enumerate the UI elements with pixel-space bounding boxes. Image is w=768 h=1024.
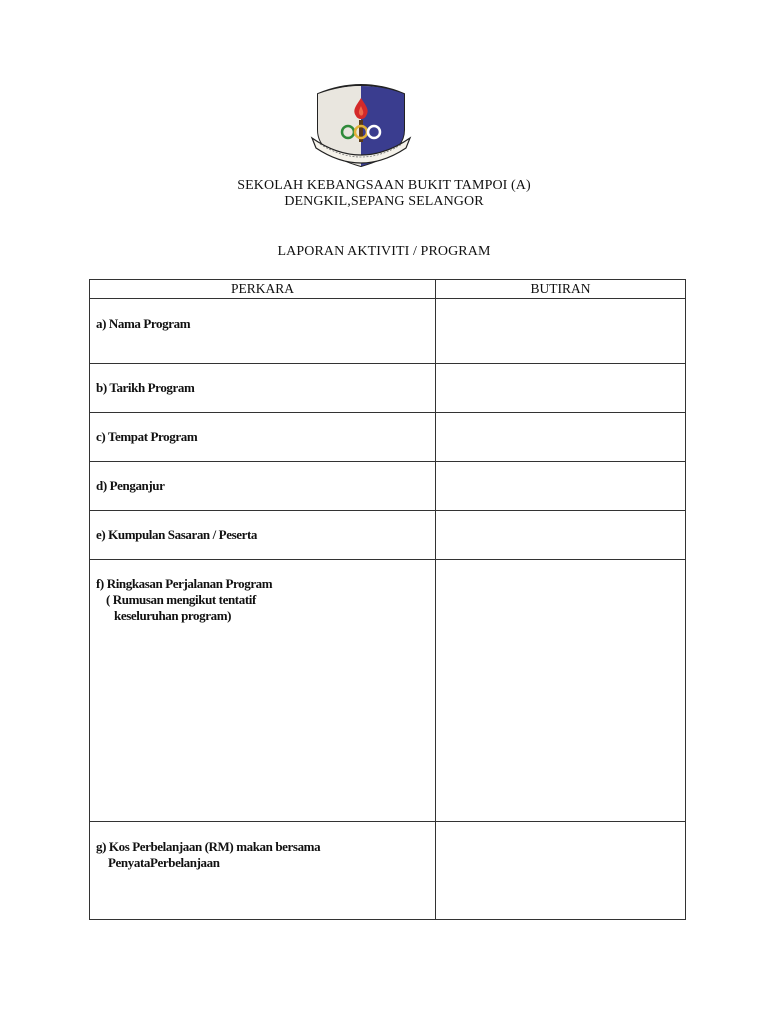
row-sublabel: ( Rumusan mengikut tentatif	[106, 592, 256, 607]
butiran-cell[interactable]	[436, 413, 686, 462]
school-crest-icon	[306, 80, 416, 168]
table-row	[90, 413, 686, 462]
table-row	[90, 364, 686, 413]
row-label-cell	[90, 462, 436, 511]
row-label-cell	[90, 822, 436, 920]
row-label-cell	[90, 364, 436, 413]
butiran-cell[interactable]	[436, 364, 686, 413]
table-header-row	[90, 280, 686, 299]
row-label: e) Kumpulan Sasaran / Peserta	[96, 527, 258, 542]
school-name: SEKOLAH KEBANGSAAN BUKIT TAMPOI (A)	[237, 178, 531, 193]
row-sublabel: keseluruhan program)	[114, 608, 232, 623]
row-label: f) Ringkasan Perjalanan Program	[96, 576, 273, 591]
row-sublabel: PenyataPerbelanjaan	[108, 855, 220, 870]
column-header-butiran: BUTIRAN	[436, 280, 686, 299]
row-label-cell	[90, 560, 436, 822]
table-row	[90, 511, 686, 560]
report-title: LAPORAN AKTIVITI / PROGRAM	[277, 244, 491, 259]
row-label: d) Penganjur	[96, 478, 165, 493]
school-address: DENGKIL,SEPANG SELANGOR	[284, 194, 484, 209]
butiran-cell[interactable]	[436, 822, 686, 920]
table-row	[90, 560, 686, 822]
row-label-cell	[90, 299, 436, 364]
report-table	[89, 279, 686, 920]
butiran-cell[interactable]	[436, 299, 686, 364]
column-header-perkara: PERKARA	[90, 280, 436, 299]
row-label-cell	[90, 413, 436, 462]
butiran-cell[interactable]	[436, 560, 686, 822]
row-label: g) Kos Perbelanjaan (RM) makan bersama	[96, 839, 321, 854]
table-row	[90, 822, 686, 920]
row-label: c) Tempat Program	[96, 429, 198, 444]
butiran-cell[interactable]	[436, 511, 686, 560]
row-label: b) Tarikh Program	[96, 380, 195, 395]
table-row	[90, 299, 686, 364]
row-label-cell	[90, 511, 436, 560]
table-row	[90, 462, 686, 511]
butiran-cell[interactable]	[436, 462, 686, 511]
row-label: a) Nama Program	[96, 316, 191, 331]
